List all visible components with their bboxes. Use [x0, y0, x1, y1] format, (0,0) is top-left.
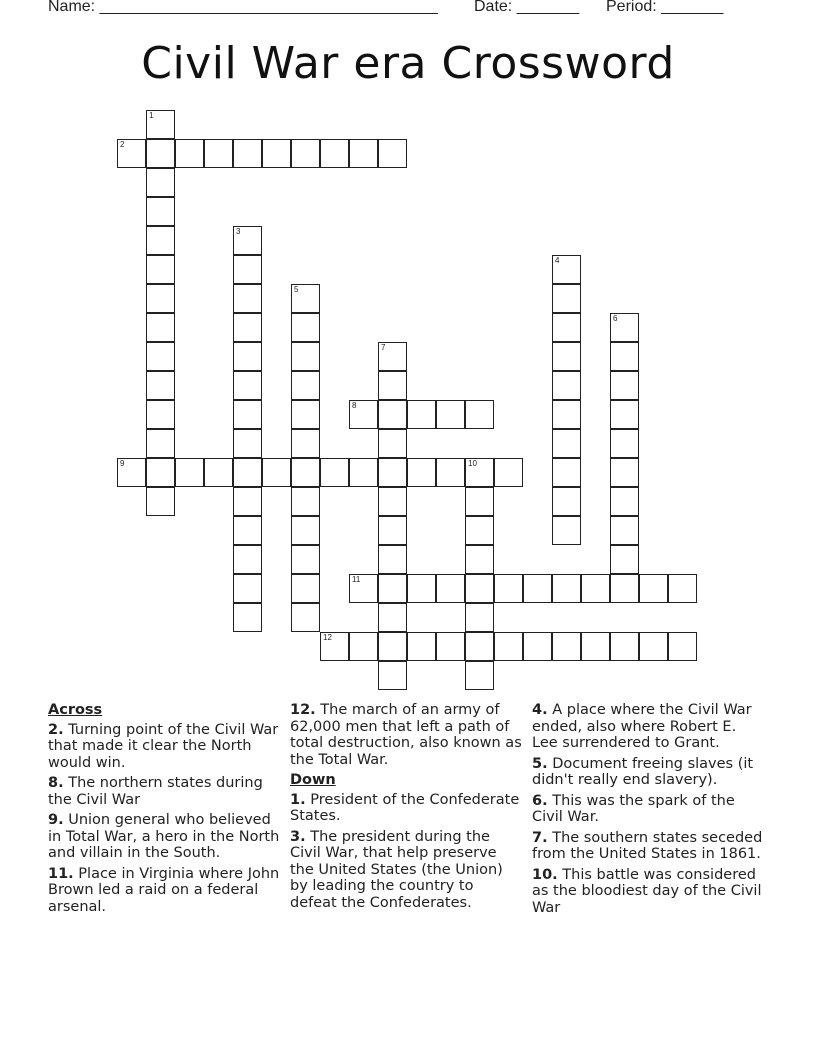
clue-number: 11 [352, 575, 361, 584]
grid-cell[interactable] [494, 574, 523, 603]
grid-cell[interactable] [552, 255, 581, 284]
grid-cell[interactable] [117, 139, 146, 168]
grid-cell[interactable] [146, 458, 175, 487]
grid-cell[interactable] [291, 371, 320, 400]
clue-number: 9 [120, 459, 125, 468]
clue-across-11: 11. Place in Virginia where John Brown led a raid on a federal arsenal. [48, 865, 280, 915]
clue-number: 5 [294, 285, 299, 294]
grid-cell[interactable] [639, 632, 668, 661]
down-heading: Down [290, 772, 336, 788]
clue-number: 4 [555, 256, 560, 265]
grid-cell[interactable] [494, 458, 523, 487]
grid-cell[interactable] [610, 487, 639, 516]
grid-cell[interactable] [610, 429, 639, 458]
clue-number: 8 [352, 401, 357, 410]
grid-cell[interactable] [233, 603, 262, 632]
grid-cell[interactable] [378, 487, 407, 516]
grid-cell[interactable] [291, 313, 320, 342]
grid-cell[interactable] [233, 429, 262, 458]
grid-cell[interactable] [175, 139, 204, 168]
clue-down-4: 4. A place where the Civil War ended, also where Robert E. Lee surrendered to Grant. [532, 702, 752, 751]
grid-cell[interactable] [204, 458, 233, 487]
grid-cell[interactable] [146, 284, 175, 313]
clue-number: 6 [613, 314, 618, 323]
grid-cell[interactable] [349, 574, 378, 603]
grid-cell[interactable] [668, 632, 697, 661]
clue-across-9: 9. Union general who believed in Total War, a hero in the North and villain in the South. [48, 812, 280, 861]
grid-cell[interactable] [233, 284, 262, 313]
grid-cell[interactable] [378, 371, 407, 400]
grid-cell[interactable] [610, 574, 639, 603]
grid-cell[interactable] [233, 458, 262, 487]
clue-across-12: 12. The march of an army of 62,000 men that left a path of total destruction, also known as the Total War. [290, 702, 522, 768]
grid-cell[interactable] [465, 458, 494, 487]
grid-cell[interactable] [291, 458, 320, 487]
clue-down-7: 7. The southern states seceded from the United States in 1861. [532, 829, 763, 862]
grid-cell[interactable] [610, 545, 639, 574]
grid-cell[interactable] [146, 255, 175, 284]
grid-cell[interactable] [349, 458, 378, 487]
clue-number: 2 [120, 140, 125, 149]
date-field[interactable]: Date: _______ [474, 0, 579, 15]
clue-down-5: 5. Document freeing slaves (it didn't really end slavery). [532, 755, 754, 788]
clue-down-10: 10. This battle was considered as the bloodiest day of the Civil War [532, 866, 762, 916]
grid-cell[interactable] [552, 487, 581, 516]
grid-cell[interactable] [146, 197, 175, 226]
grid-cell[interactable] [320, 632, 349, 661]
grid-cell[interactable] [581, 574, 610, 603]
clues-column-2 [290, 702, 522, 915]
clue-number: 12 [323, 633, 332, 642]
grid-cell[interactable] [291, 487, 320, 516]
clue-number: 10 [468, 459, 477, 468]
grid-cell[interactable] [436, 574, 465, 603]
clue-down-6: 6. This was the spark of the Civil War. [532, 792, 735, 825]
grid-cell[interactable] [610, 632, 639, 661]
grid-cell[interactable] [349, 139, 378, 168]
grid-cell[interactable] [378, 429, 407, 458]
grid-cell[interactable] [233, 226, 262, 255]
grid-cell[interactable] [291, 545, 320, 574]
grid-cell[interactable] [494, 632, 523, 661]
grid-cell[interactable] [523, 574, 552, 603]
grid-cell[interactable] [291, 342, 320, 371]
grid-cell[interactable] [233, 545, 262, 574]
grid-cell[interactable] [233, 342, 262, 371]
grid-cell[interactable] [291, 603, 320, 632]
grid-cell[interactable] [407, 458, 436, 487]
grid-cell[interactable] [233, 574, 262, 603]
grid-cell[interactable] [552, 429, 581, 458]
grid-cell[interactable] [552, 342, 581, 371]
grid-cell[interactable] [465, 574, 494, 603]
grid-cell[interactable] [262, 458, 291, 487]
grid-cell[interactable] [610, 313, 639, 342]
grid-cell[interactable] [146, 371, 175, 400]
grid-cell[interactable] [610, 342, 639, 371]
grid-cell[interactable] [175, 458, 204, 487]
grid-cell[interactable] [378, 545, 407, 574]
grid-cell[interactable] [320, 139, 349, 168]
grid-cell[interactable] [639, 574, 668, 603]
grid-cell[interactable] [465, 516, 494, 545]
grid-cell[interactable] [378, 603, 407, 632]
clues-column-1 [48, 702, 280, 919]
grid-cell[interactable] [668, 574, 697, 603]
clue-number: 1 [149, 111, 154, 120]
grid-cell[interactable] [146, 139, 175, 168]
grid-cell[interactable] [552, 284, 581, 313]
grid-cell[interactable] [407, 400, 436, 429]
grid-cell[interactable] [407, 632, 436, 661]
clue-down-3: 3. The president during the Civil War, that help preserve the United States (the Union) by leading the country to defeat the Confederates. [290, 828, 503, 911]
grid-cell[interactable] [233, 255, 262, 284]
name-field[interactable]: Name: ______________________________________ [48, 0, 438, 15]
grid-cell[interactable] [146, 226, 175, 255]
grid-cell[interactable] [436, 632, 465, 661]
grid-cell[interactable] [378, 342, 407, 371]
across-heading: Across [48, 702, 103, 718]
grid-cell[interactable] [233, 139, 262, 168]
grid-cell[interactable] [233, 313, 262, 342]
grid-cell[interactable] [465, 603, 494, 632]
grid-cell[interactable] [465, 545, 494, 574]
grid-cell[interactable] [552, 458, 581, 487]
clue-number: 3 [236, 227, 241, 236]
grid-cell[interactable] [378, 400, 407, 429]
grid-cell[interactable] [146, 168, 175, 197]
grid-cell[interactable] [117, 458, 146, 487]
grid-cell[interactable] [436, 458, 465, 487]
grid-cell[interactable] [233, 516, 262, 545]
grid-cell[interactable] [291, 284, 320, 313]
grid-cell[interactable] [552, 400, 581, 429]
grid-cell[interactable] [465, 400, 494, 429]
grid-cell[interactable] [581, 632, 610, 661]
grid-cell[interactable] [610, 458, 639, 487]
grid-cell[interactable] [378, 516, 407, 545]
grid-cell[interactable] [349, 400, 378, 429]
grid-cell[interactable] [204, 139, 233, 168]
clue-down-1: 1. President of the Confederate States. [290, 791, 520, 824]
grid-cell[interactable] [146, 110, 175, 139]
grid-cell[interactable] [552, 574, 581, 603]
grid-cell[interactable] [552, 371, 581, 400]
period-field[interactable]: Period: _______ [606, 0, 724, 15]
grid-cell[interactable] [262, 139, 291, 168]
grid-cell[interactable] [146, 429, 175, 458]
grid-cell[interactable] [523, 632, 552, 661]
grid-cell[interactable] [233, 371, 262, 400]
page-title: Civil War era Crossword [141, 38, 675, 89]
grid-cell[interactable] [610, 516, 639, 545]
grid-cell[interactable] [291, 516, 320, 545]
grid-cell[interactable] [378, 139, 407, 168]
grid-cell[interactable] [407, 574, 436, 603]
grid-cell[interactable] [552, 632, 581, 661]
grid-cell[interactable] [349, 632, 378, 661]
grid-cell[interactable] [146, 313, 175, 342]
grid-cell[interactable] [378, 458, 407, 487]
grid-cell[interactable] [146, 400, 175, 429]
grid-cell[interactable] [146, 342, 175, 371]
grid-cell[interactable] [291, 139, 320, 168]
grid-cell[interactable] [291, 574, 320, 603]
grid-cell[interactable] [146, 487, 175, 516]
grid-cell[interactable] [291, 400, 320, 429]
grid-cell[interactable] [465, 632, 494, 661]
grid-cell[interactable] [233, 400, 262, 429]
grid-cell[interactable] [291, 429, 320, 458]
grid-cell[interactable] [552, 516, 581, 545]
grid-cell[interactable] [610, 400, 639, 429]
clues-column-3 [532, 702, 764, 920]
grid-cell[interactable] [465, 487, 494, 516]
clue-across-2: 2. Turning point of the Civil War that made it clear the North would win. [48, 721, 279, 771]
grid-cell[interactable] [610, 371, 639, 400]
grid-cell[interactable] [436, 400, 465, 429]
grid-cell[interactable] [378, 661, 407, 690]
grid-cell[interactable] [378, 574, 407, 603]
grid-cell[interactable] [378, 632, 407, 661]
clue-across-8: 8. The northern states during the Civil War [48, 775, 263, 808]
grid-cell[interactable] [320, 458, 349, 487]
grid-cell[interactable] [552, 313, 581, 342]
grid-cell[interactable] [465, 661, 494, 690]
clue-number: 7 [381, 343, 386, 352]
grid-cell[interactable] [233, 487, 262, 516]
